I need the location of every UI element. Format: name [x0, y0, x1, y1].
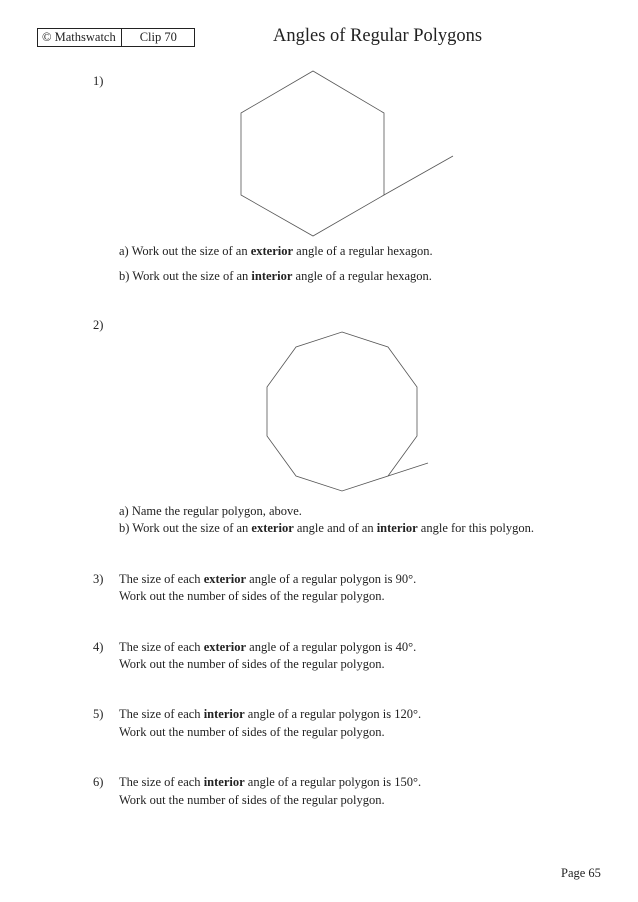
question-1b-text	[119, 268, 432, 284]
question-2a-text: a) Name the regular polygon, above.	[119, 504, 302, 518]
page-title: Angles of Regular Polygons	[273, 26, 483, 46]
decagon-shape	[267, 332, 417, 491]
question-2b-text	[119, 520, 534, 536]
question-4-line2: Work out the number of sides of the regular polygon.	[119, 657, 385, 671]
q1b-prefix: b) Work out the size of an	[119, 269, 252, 283]
q2b-prefix: b) Work out the size of an	[119, 521, 252, 535]
q6-suffix: angle of a regular polygon is 150°.	[244, 775, 422, 789]
q1a-prefix: a) Work out the size of an	[119, 244, 251, 258]
question-4-number: 4)	[93, 640, 104, 654]
q3-bold: exterior	[203, 572, 247, 586]
hexagon-extended-side	[384, 156, 453, 195]
question-1-number: 1)	[93, 74, 104, 88]
q4-suffix: angle of a regular polygon is 40°.	[246, 640, 417, 654]
question-6-number: 6)	[93, 775, 104, 789]
q2b-mid: angle and of an	[293, 521, 377, 535]
question-2-number: 2)	[93, 318, 104, 332]
q5-suffix: angle of a regular polygon is 120°.	[244, 707, 422, 721]
q1b-suffix: angle of a regular hexagon.	[292, 269, 432, 283]
q3-prefix: The size of each	[119, 572, 204, 586]
question-4-line1	[119, 639, 416, 655]
q2b-suffix: angle for this polygon.	[417, 521, 534, 535]
q1b-bold: interior	[251, 269, 293, 283]
clip-label: Clip 70	[139, 30, 177, 44]
q6-bold: interior	[203, 775, 245, 789]
question-3-number: 3)	[93, 572, 104, 586]
q4-prefix: The size of each	[119, 640, 204, 654]
q3-suffix: angle of a regular polygon is 90°.	[246, 572, 417, 586]
q1a-bold: exterior	[250, 244, 294, 258]
q5-bold: interior	[203, 707, 245, 721]
decagon-extended-side	[388, 463, 428, 476]
page-number: Page 65	[561, 866, 601, 880]
question-5-line1	[119, 706, 421, 722]
q4-bold: exterior	[203, 640, 247, 654]
decagon-figure	[267, 332, 428, 491]
question-1a-text	[119, 243, 433, 259]
question-6-line1	[119, 774, 421, 790]
question-3-line1	[119, 571, 416, 587]
hexagon-shape	[241, 71, 384, 236]
q5-prefix: The size of each	[119, 707, 204, 721]
question-3-line2: Work out the number of sides of the regular polygon.	[119, 589, 385, 603]
q1a-suffix: angle of a regular hexagon.	[293, 244, 433, 258]
hexagon-figure	[241, 71, 453, 236]
q6-prefix: The size of each	[119, 775, 204, 789]
question-5-line2: Work out the number of sides of the regular polygon.	[119, 725, 385, 739]
question-5-number: 5)	[93, 707, 104, 721]
q2b-bold: exterior	[251, 521, 294, 535]
q2b-bold2: interior	[376, 521, 418, 535]
copyright-label: © Mathswatch	[38, 29, 122, 46]
question-6-line2: Work out the number of sides of the regular polygon.	[119, 793, 385, 807]
